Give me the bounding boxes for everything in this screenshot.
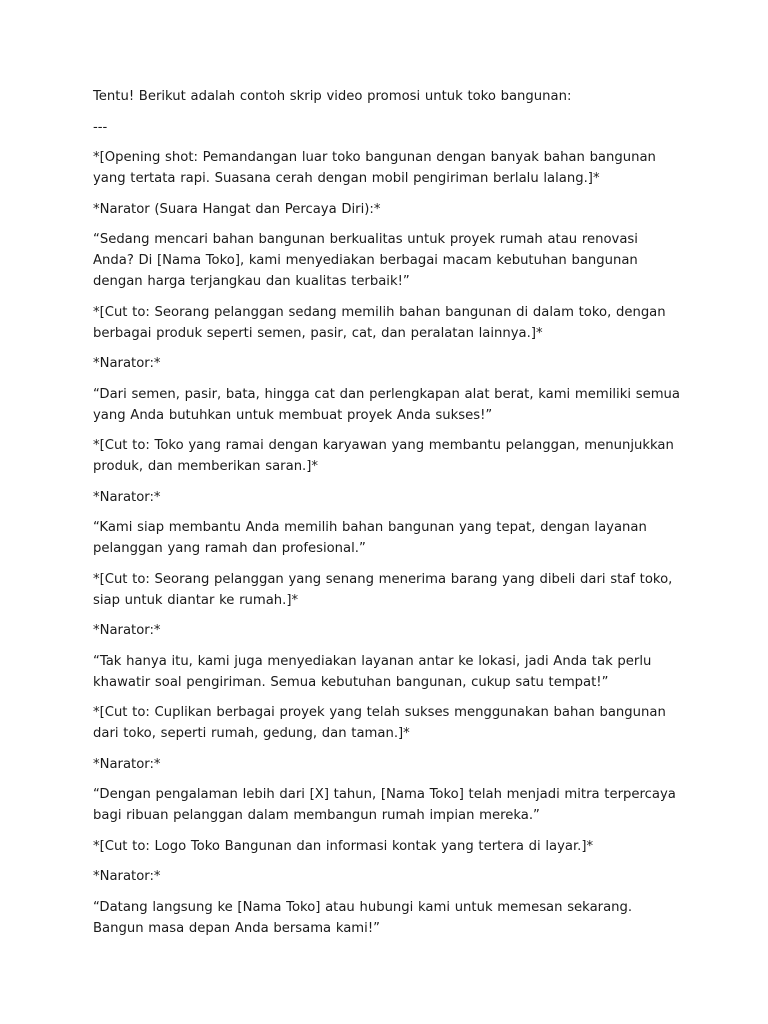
scene-direction: *[Cut to: Logo Toko Bangunan dan informasi kontak yang tertera di layar.]* (93, 838, 594, 854)
narrator-line: “Tak hanya itu, kami juga menyediakan layanan antar ke lokasi, jadi Anda tak perlu khawatir soal pengiriman. Semua kebutuhan bangunan, cukup satu tempat!” (93, 653, 652, 690)
narrator-heading: *Narator:* (93, 356, 161, 371)
narrator-line: “Kami siap membantu Anda memilih bahan bangunan yang tepat, dengan layanan pelanggan yang ramah dan profesional.” (93, 520, 647, 556)
scene-direction: *[Cut to: Cuplikan berbagai proyek yang telah sukses menggunakan bahan bangunan dari toko, seperti rumah, gedung, dan taman.]* (93, 705, 666, 741)
document-body (93, 86, 683, 948)
narrator-heading: *Narator:* (93, 756, 161, 772)
narrator-line: “Dengan pengalaman lebih dari [X] tahun, [Nama Toko] telah menjadi mitra terpercaya bagi ribuan pelanggan dalam membangun rumah impian mereka.” (93, 787, 676, 823)
intro-paragraph: Tentu! Berikut adalah contoh skrip video promosi untuk toko bangunan: (93, 89, 572, 104)
scene-direction: *[Cut to: Seorang pelanggan sedang memilih bahan bangunan di dalam toko, dengan berbagai produk seperti semen, pasir, cat, dan peralatan lainnya.]* (93, 304, 666, 341)
narrator-line: “Sedang mencari bahan bangunan berkualitas untuk proyek rumah atau renovasi Anda? Di [Nama Toko], kami menyediakan berbagai macam kebutuhan bangunan dengan harga terjangkau dan kualitas terbaik!” (93, 232, 638, 289)
narrator-heading: *Narator (Suara Hangat dan Percaya Diri):* (93, 201, 381, 217)
scene-direction: *[Cut to: Toko yang ramai dengan karyawan yang membantu pelanggan, menunjukkan produk, dan memberikan saran.]* (93, 438, 674, 474)
scene-direction: *[Cut to: Seorang pelanggan yang senang menerima barang yang dibeli dari staf toko, siap untuk diantar ke rumah.]* (93, 571, 673, 608)
narrator-heading: *Narator:* (93, 623, 161, 638)
narrator-line: “Datang langsung ke [Nama Toko] atau hubungi kami untuk memesan sekarang. Bangun masa depan Anda bersama kami!” (93, 899, 633, 936)
narrator-heading: *Narator:* (93, 869, 161, 884)
narrator-line: “Dari semen, pasir, bata, hingga cat dan perlengkapan alat berat, kami memiliki semua yang Anda butuhkan untuk membuat proyek Anda sukses!” (93, 386, 680, 423)
scene-direction-opening: *[Opening shot: Pemandangan luar toko bangunan dengan banyak bahan bangunan yang tertata rapi. Suasana cerah dengan mobil pengiriman berlalu lalang.]* (93, 150, 656, 186)
narrator-heading: *Narator:* (93, 489, 161, 505)
separator-line: --- (93, 119, 108, 135)
